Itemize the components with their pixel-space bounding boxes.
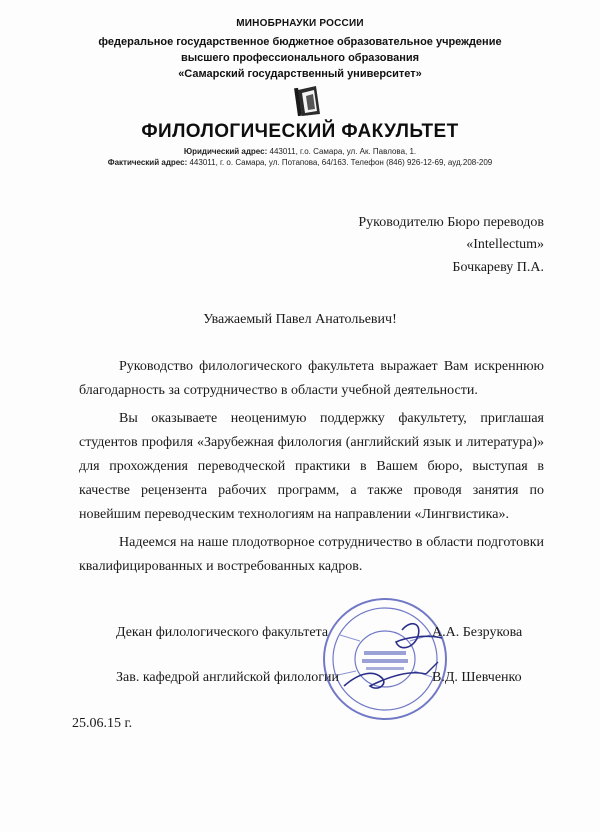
actual-address <box>0 158 600 167</box>
paragraph: Вы оказываете неоценимую поддержку факультету, приглашая студентов профиля «Зарубежная филология (английский язык и литература)» для прохождения переводческой практики в Вашем бюро, выступая в качестве рецензента рабочих программ, а также проводя занятия по новейшим переводческим технологиям на направлении «Лингвистика». <box>79 411 544 522</box>
head-of-department-name: В.Д. Шевченко <box>432 670 522 685</box>
dean-title: Декан филологического факультета <box>116 625 329 640</box>
greeting: Уважаемый Павел Анатольевич! <box>203 312 397 327</box>
actual-address-label: Фактический адрес: <box>107 158 188 167</box>
institution-line-2: высшего профессионального образования <box>180 52 420 64</box>
university-name: «Самарский государственный университет» <box>178 68 422 80</box>
legal-address <box>0 147 600 156</box>
legal-address-value: 443011, г.о. Самара, ул. Ак. Павлова, 1. <box>269 147 417 156</box>
university-logo-icon <box>294 84 324 118</box>
recipient-name: Бочкареву П.А. <box>452 260 544 275</box>
legal-address-label: Юридический адрес: <box>183 147 268 156</box>
dean-name: А.А. Безрукова <box>432 625 523 640</box>
letter-body <box>79 355 544 583</box>
recipient-position: Руководителю Бюро переводов <box>358 215 544 230</box>
actual-address-value: 443011, г. о. Самара, ул. Потапова, 64/163. Телефон (846) 926-12-69, ауд.208-209 <box>189 158 493 167</box>
institution-line-1: федеральное государственное бюджетное образовательное учреждение <box>98 36 502 48</box>
letter-date: 25.06.15 г. <box>72 716 133 731</box>
faculty-title: ФИЛОЛОГИЧЕСКИЙ ФАКУЛЬТЕТ <box>141 121 459 142</box>
paragraph: Надеемся на наше плодотворное сотрудничество в области подготовки квалифицированных и востребованных кадров. <box>79 535 544 574</box>
head-of-department-title: Зав. кафедрой английской филологии <box>116 670 339 685</box>
ministry-name: МИНОБРНАУКИ РОССИИ <box>236 18 364 29</box>
paragraph: Руководство филологического факультета выражает Вам искреннюю благодарность за сотрудничество в области учебной деятельности. <box>79 359 544 398</box>
recipient-company: «Intellectum» <box>466 237 544 252</box>
